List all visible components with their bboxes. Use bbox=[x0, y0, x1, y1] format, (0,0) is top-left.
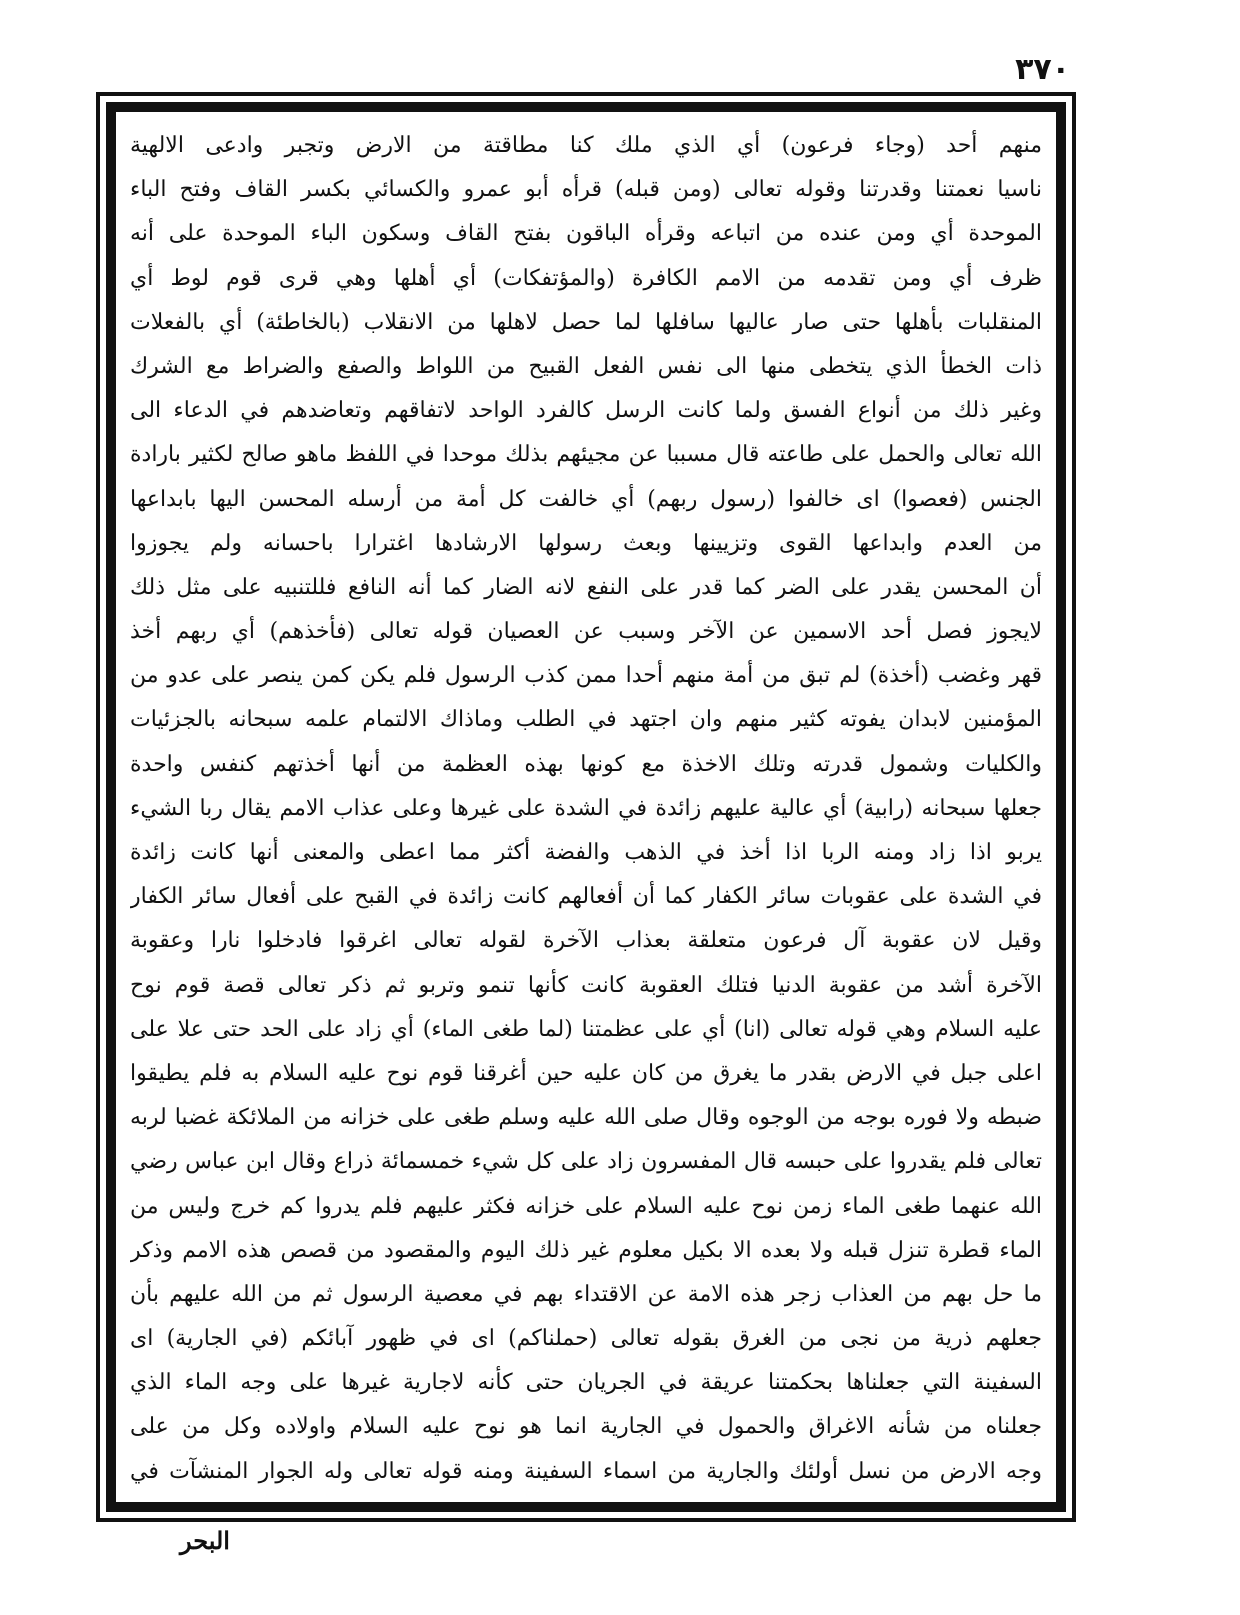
text-line: في الشدة على عقوبات سائر الكفار كما أن أفعالهم كانت زائدة في القبح على أفعال سائر الكفار bbox=[130, 884, 1042, 910]
text-line: الجنس (فعصوا) اى خالفوا (رسول ربهم) أي خالفت كل أمة من أرسله المحسن اليها بابداعها bbox=[130, 486, 1042, 512]
text-line: ناسيا نعمتنا وقدرتنا وقوله تعالى (ومن قبله) قرأه أبو عمرو والكسائي بكسر القاف وفتح الباء bbox=[130, 177, 1042, 203]
text-line: ذات الخطأ الذي يتخطى منها الى نفس الفعل القبيح من اللواط والصفع والضراط مع الشرك bbox=[130, 353, 1042, 379]
text-line: وجه الارض من نسل أولئك والجارية من اسماء السفينة ومنه قوله تعالى وله الجوار المنشآت في bbox=[130, 1458, 1042, 1484]
catchword: البحر bbox=[180, 1526, 230, 1555]
text-line: ضبطه ولا فوره بوجه من الوجوه وقال صلى الله عليه وسلم طغى على خزانه من الملائكة غضبا لربه bbox=[130, 1105, 1042, 1131]
text-line: جعلناه من شأنه الاغراق والحمول في الجارية انما هو نوح عليه السلام واولاده وكل من على bbox=[130, 1414, 1042, 1440]
text-line: الموحدة أي ومن عنده من اتباعه وقرأه الباقون بفتح القاف وسكون الباء الموحدة على أنه bbox=[130, 221, 1042, 247]
text-line: عليه السلام وهي قوله تعالى (انا) أي على عظمتنا (لما طغى الماء) أي زاد على الحد حتى علا على bbox=[130, 1016, 1042, 1042]
text-line: منهم أحد (وجاء فرعون) أي الذي ملك كنا مطاقتة من الارض وتجبر وادعى الالهية bbox=[130, 133, 1042, 158]
text-line: من العدم وابداعها القوى وتزيينها وبعث رسولها الارشادها اغترارا باحسانه ولم يجوزوا bbox=[130, 530, 1042, 556]
text-line: الله عنهما طغى الماء زمن نوح عليه السلام على خزانه فكثر عليهم فلم يدروا كم خرج وليس من bbox=[130, 1193, 1042, 1219]
text-line: الآخرة أشد من عقوبة الدنيا فتلك العقوبة كانت كأنها تنمو وتربو ثم ذكر تعالى قصة قوم نوح bbox=[130, 972, 1042, 998]
text-line: تعالى فلم يقدروا على حبسه قال المفسرون زاد على كل شيء خمسمائة ذراع وقال ابن عباس رضي bbox=[130, 1149, 1042, 1175]
page-number: ٣٧٠ bbox=[1015, 52, 1070, 87]
text-line: أن المحسن يقدر على الضر كما قدر على النفع لانه الضار كما أنه النافع فللتنبيه على مثل ذلك bbox=[130, 574, 1042, 600]
text-line: ما حل بهم من العذاب زجر هذه الامة عن الاقتداء بهم في معصية الرسول ثم من الله عليهم بأن bbox=[130, 1281, 1042, 1307]
text-line: ظرف أي ومن تقدمه من الامم الكافرة (والمؤتفكات) أي أهلها وهي قرى قوم لوط أي bbox=[130, 265, 1042, 291]
text-line: جعلها سبحانه (رابية) أي عالية عليهم زائدة في الشدة على غيرها وعلى عذاب الامم يقال ربا الشيء bbox=[130, 795, 1042, 821]
text-line: قهر وغضب (أخذة) لم تبق من أمة منهم أحدا ممن كذب الرسول فلم يكن كمن ينصر على عدو من bbox=[130, 663, 1042, 689]
text-line: المنقلبات بأهلها حتى صار عاليها سافلها لما حصل لاهلها من الانقلاب (بالخاطئة) أي بالفعلات bbox=[130, 309, 1042, 335]
text-line: والكليات وشمول قدرته وتلك الاخذة مع كونها بهذه العظمة من أنها أخذتهم كنفس واحدة bbox=[130, 751, 1042, 777]
text-line: الله تعالى والحمل على طاعته قال مسببا عن مجيئهم بذلك موحدا في اللفظ ماهو صالح لكثير بارادة bbox=[130, 442, 1042, 468]
page-frame bbox=[106, 102, 1066, 1512]
body-text bbox=[130, 126, 1042, 1492]
text-line: المؤمنين لابدان يفوته كثير منهم وان اجتهد في الطلب وماذاك الالتمام علمه سبحانه بالجزئيات bbox=[130, 707, 1042, 733]
text-line: جعلهم ذرية من نجى من الغرق بقوله تعالى (حملناكم) اى في ظهور آبائكم (في الجارية) اى bbox=[130, 1326, 1042, 1352]
text-line: وقيل لان عقوبة آل فرعون متعلقة بعذاب الآخرة لقوله تعالى اغرقوا فادخلوا نارا وعقوبة bbox=[130, 928, 1042, 954]
text-line: الماء قطرة تنزل قبله ولا بعده الا بكيل معلوم غير ذلك اليوم والمقصود من قصص هذه الامم وذكر bbox=[130, 1237, 1042, 1263]
text-line: السفينة التي جعلناها بحكمتنا عريقة في الجريان حتى كأنه لاجارية غيرها على وجه الماء الذي bbox=[130, 1370, 1042, 1396]
text-line: لايجوز فصل أحد الاسمين عن الآخر وسبب عن العصيان قوله تعالى (فأخذهم) أي ربهم أخذ bbox=[130, 619, 1042, 645]
text-line: اعلى جبل في الارض بقدر ما يغرق من كان عليه حين أغرقنا قوم نوح عليه السلام به فلم يطيقوا bbox=[130, 1060, 1042, 1086]
text-line: وغير ذلك من أنواع الفسق ولما كانت الرسل كالفرد الواحد لاتفاقهم وتعاضدهم في الدعاء الى bbox=[130, 398, 1042, 424]
text-line: يربو اذا زاد ومنه الربا اذا أخذ في الذهب والفضة أكثر مما اعطى والمعنى أنها كانت زائدة bbox=[130, 840, 1042, 865]
